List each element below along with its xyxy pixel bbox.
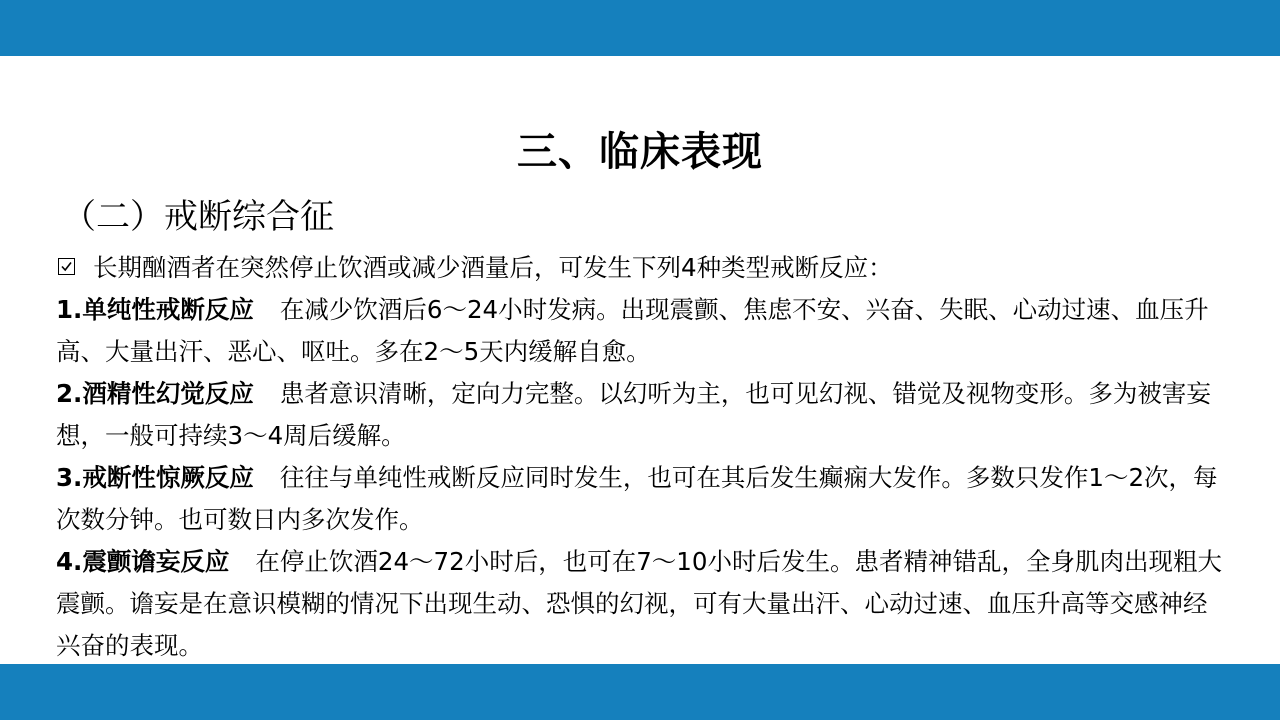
reaction-text: 在减少饮酒后6～24小时发病。出现震颤、焦虑不安、兴奋、失眠、心动过速、血压升高、大量出汗、恶心、呕吐。多在2～5天内缓解自愈。 [56, 295, 1209, 366]
reaction-text: 患者意识清晰，定向力完整。以幻听为主，也可见幻视、错觉及视物变形。多为被害妄想，一般可持续3～4周后缓解。 [56, 379, 1211, 450]
reaction-item [56, 541, 1228, 667]
reaction-text: 在停止饮酒24～72小时后，也可在7～10小时后发生。患者精神错乱，全身肌肉出现粗大震颤。谵妄是在意识模糊的情况下出现生动、恐惧的幻视，可有大量出汗、心动过速、血压升高等交感神经兴奋的表现。 [56, 547, 1222, 660]
bottom-banner [0, 664, 1280, 720]
intro-text: 长期酗酒者在突然停止饮酒或减少酒量后，可发生下列4种类型戒断反应： [93, 253, 893, 282]
reaction-item [56, 289, 1228, 373]
intro-line [56, 247, 1228, 289]
slide-title: 三、临床表现 [517, 129, 763, 175]
reaction-title: 3.戒断性惊厥反应 [56, 463, 254, 492]
reaction-item [56, 457, 1228, 541]
reaction-title: 1.单纯性戒断反应 [56, 295, 254, 324]
reaction-item [56, 373, 1228, 457]
section-subtitle: （二）戒断综合征 [62, 197, 334, 237]
checkbox-checked-icon [58, 258, 75, 275]
top-banner [0, 0, 1280, 56]
reaction-text: 往往与单纯性戒断反应同时发生，也可在其后发生癫痫大发作。多数只发作1～2次，每次数分钟。也可数日内多次发作。 [56, 463, 1218, 534]
content-body [56, 247, 1228, 667]
reaction-title: 2.酒精性幻觉反应 [56, 379, 254, 408]
reaction-title: 4.震颤谵妄反应 [56, 547, 230, 576]
